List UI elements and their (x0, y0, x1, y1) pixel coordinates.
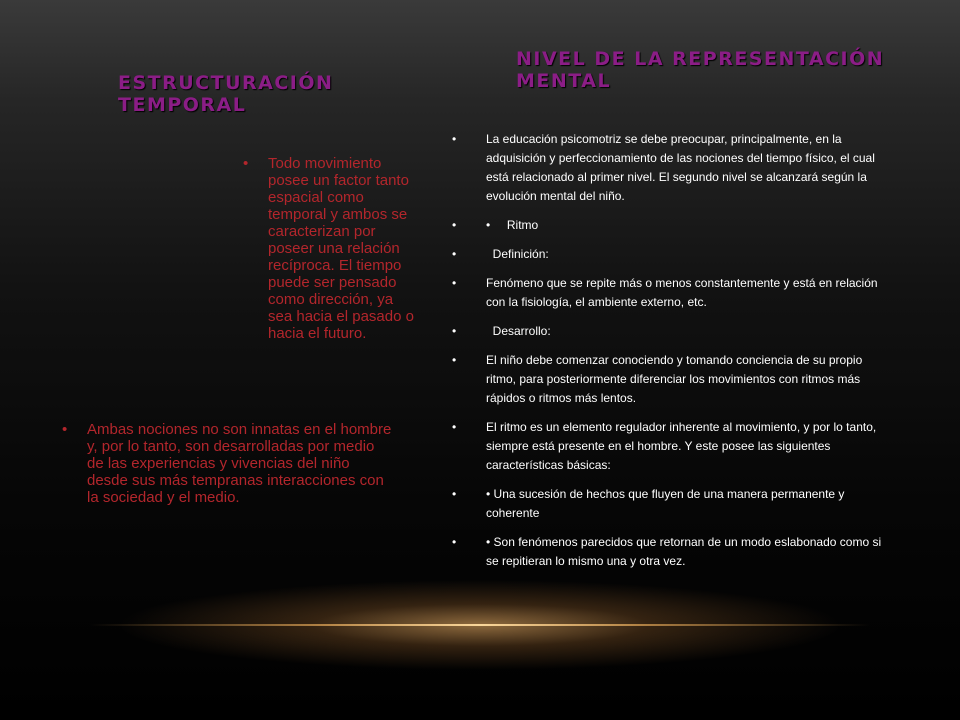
list-item-text: • Una sucesión de hechos que fluyen de una manera permanente y coherente (486, 487, 845, 520)
bullet-icon: • (452, 535, 457, 549)
list-item-text: La educación psicomotriz se debe preocupar, principalmente, en la adquisición y perfeccionamiento de las nociones del tiempo físico, el cual está relacionado al primer nivel. El segundo nivel se alcanzará según la evolución mental del niño. (486, 132, 875, 203)
list-item-text: Definición: (486, 247, 549, 261)
bullet-icon: • (452, 420, 457, 434)
right-bullet-list (452, 130, 888, 581)
left-paragraph-2 (62, 421, 392, 506)
list-item (452, 216, 888, 235)
bullet-icon: • (452, 132, 457, 146)
list-item-text: • Son fenómenos parecidos que retornan de un modo eslabonado como si se repitieran lo mismo una y otra vez. (486, 535, 882, 568)
list-item-text: Fenómeno que se repite más o menos constantemente y está en relación con la fisiología, el ambiente externo, etc. (486, 276, 878, 309)
bullet-icon: • (452, 487, 457, 501)
bullet-icon: • (243, 155, 249, 172)
bullet-icon: • (452, 276, 457, 290)
bullet-icon: • (452, 324, 457, 338)
list-item (452, 418, 888, 475)
bullet-icon: • (452, 218, 457, 232)
left-paragraph-2-text: Ambas nociones no son innatas en el hombre y, por lo tanto, son desarrolladas por medio de las experiencias y vivencias del niño desde sus más tempranas interacciones con la sociedad y el medio. (87, 421, 392, 506)
list-item (452, 130, 888, 206)
list-item-text: El ritmo es un elemento regulador inherente al movimiento, y por lo tanto, siempre está presente en el hombre. Y este posee las siguientes características básicas: (486, 420, 877, 472)
title-estructuracion-temporal: ESTRUCTURACIÓN TEMPORAL (118, 72, 334, 116)
list-item (452, 533, 888, 571)
list-item-text: Desarrollo: (486, 324, 551, 338)
list-item (452, 351, 888, 408)
list-item (452, 322, 888, 341)
left-paragraph-1 (243, 155, 421, 342)
list-item-text: • Ritmo (486, 218, 539, 232)
title-nivel-representacion-mental: NIVEL DE LA REPRESENTACIÓN MENTAL (516, 48, 885, 92)
list-item-text: El niño debe comenzar conociendo y tomando conciencia de su propio ritmo, para posteriormente diferenciar los movimientos con ritmos más rápidos o ritmos más lentos. (486, 353, 863, 405)
bullet-icon: • (62, 421, 68, 438)
bottom-glow-divider (90, 624, 870, 626)
list-item (452, 245, 888, 264)
list-item (452, 274, 888, 312)
bullet-icon: • (452, 353, 457, 367)
list-item (452, 485, 888, 523)
left-paragraph-1-text: Todo movimiento posee un factor tanto espacial como temporal y ambos se caracterizan por poseer una relación recíproca. El tiempo puede ser pensado como dirección, ya sea hacia el pasado o hacia el futuro. (268, 155, 414, 342)
bullet-icon: • (452, 247, 457, 261)
